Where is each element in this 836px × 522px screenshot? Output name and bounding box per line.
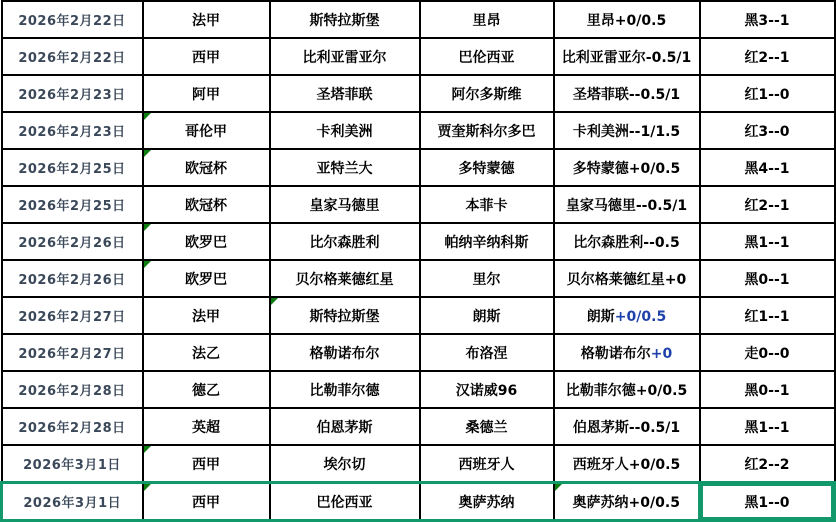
cell-date[interactable] [2,149,143,186]
cell-home-team[interactable] [270,445,420,483]
cell-away-team[interactable] [420,334,554,371]
cell-handicap[interactable] [554,223,700,260]
cell-away-team[interactable] [420,75,554,112]
cell-text: 2026年2月28日 [18,421,126,436]
cell-away-team[interactable] [420,112,554,149]
cell-away-team[interactable] [420,1,554,38]
cell-league[interactable] [143,445,270,483]
cell-text: 2026年2月22日 [18,51,126,66]
cell-text: 埃尔切 [323,456,366,473]
cell-text: 布洛涅 [465,345,508,362]
cell-result[interactable] [700,408,835,445]
cell-text: 2026年2月22日 [18,14,126,29]
cell-text: 奥萨苏纳 [458,494,515,511]
cell-text: 法甲 [192,12,220,29]
cell-away-team[interactable] [420,186,554,223]
cell-league[interactable] [143,297,270,334]
cell-text: 格勒诺布尔 [580,345,651,362]
cell-result[interactable] [700,334,835,371]
cell-away-team[interactable] [420,38,554,75]
cell-handicap[interactable] [554,75,700,112]
cell-home-team[interactable] [270,297,420,334]
cell-handicap[interactable] [554,260,700,297]
cell-date[interactable] [2,408,143,445]
error-flag-triangle [144,446,151,453]
cell-handicap[interactable] [554,38,700,75]
table-row [2,297,835,334]
cell-text: 比尔森胜利--0.5 [573,234,680,251]
cell-text: 卡利美洲 [316,123,373,140]
cell-text: 奥萨苏纳+0/0.5 [572,494,680,511]
cell-text: 欧冠杯 [185,160,227,177]
table-row [2,334,835,371]
cell-league[interactable] [143,483,270,521]
cell-text: 格勒诺布尔 [309,345,380,362]
cell-date[interactable] [2,260,143,297]
cell-text: 2026年3月1日 [23,496,122,511]
cell-home-team[interactable] [270,371,420,408]
cell-text: 多特蒙德 [458,160,515,177]
cell-home-team[interactable] [270,38,420,75]
cell-text: 红1--1 [744,308,790,325]
cell-text: 西甲 [192,456,220,473]
cell-text: 皇家马德里--0.5/1 [565,197,688,214]
cell-league[interactable] [143,112,270,149]
cell-league[interactable] [143,260,270,297]
cell-handicap[interactable] [554,371,700,408]
cell-text: 欧冠杯 [185,197,227,214]
table-row-selected [2,483,835,521]
cell-date[interactable] [2,334,143,371]
cell-text: 桑德兰 [465,419,508,436]
cell-league[interactable] [143,38,270,75]
cell-text: 比利亚雷亚尔 [302,49,387,66]
cell-text: 贾奎斯科尔多巴 [437,123,536,140]
cell-home-team[interactable] [270,1,420,38]
cell-text: 黑1--1 [744,419,790,436]
cell-text: 2026年2月23日 [18,88,126,103]
cell-text: 红1--0 [744,86,790,103]
error-flag-triangle [144,261,151,268]
cell-away-team[interactable] [420,408,554,445]
cell-handicap[interactable] [554,186,700,223]
cell-text: 2026年2月25日 [18,199,126,214]
cell-text: 2026年2月27日 [18,347,126,362]
cell-home-team[interactable] [270,186,420,223]
cell-text: 里昂 [472,12,501,29]
table-row [2,445,835,483]
cell-text-blue: +0 [650,345,673,362]
cell-text: 比勒菲尔德 [309,382,380,399]
cell-result[interactable] [700,445,835,483]
cell-result[interactable] [700,112,835,149]
cell-text: 红2--2 [744,456,790,473]
cell-date[interactable] [2,483,143,521]
cell-result[interactable] [700,38,835,75]
cell-text: 伯恩茅斯 [316,419,373,436]
cell-text: 西甲 [192,494,220,511]
cell-text: 圣塔菲联--0.5/1 [572,86,681,103]
cell-text: 朗斯 [586,308,615,325]
cell-result[interactable] [700,297,835,334]
cell-text: 圣塔菲联 [316,86,373,103]
cell-text: 德乙 [192,382,220,399]
cell-result[interactable] [700,149,835,186]
cell-text: 多特蒙德+0/0.5 [572,160,681,177]
cell-handicap[interactable] [554,334,700,371]
table-row [2,1,835,38]
cell-league[interactable] [143,408,270,445]
cell-away-team[interactable] [420,260,554,297]
cell-home-team[interactable] [270,75,420,112]
table-row [2,38,835,75]
cell-home-team[interactable] [270,334,420,371]
cell-away-team[interactable] [420,297,554,334]
cell-text: 贝尔格莱德红星 [295,271,394,288]
cell-text: 本菲卡 [465,197,508,214]
cell-text: 2026年2月23日 [18,125,126,140]
cell-text: 阿尔多斯维 [451,86,522,103]
cell-home-team[interactable] [270,149,420,186]
cell-text-blue: +0/0.5 [614,308,667,325]
table-row [2,75,835,112]
cell-text: 红2--1 [744,49,790,66]
cell-text: 卡利美洲--1/1.5 [572,123,681,140]
cell-text: 2026年3月1日 [23,458,121,473]
cell-league[interactable] [143,149,270,186]
cell-text: 黑0--1 [744,382,790,399]
error-flag-triangle [144,224,151,231]
cell-text: 比尔森胜利 [309,234,380,251]
cell-text: 斯特拉斯堡 [309,12,380,29]
cell-date[interactable] [2,112,143,149]
cell-text: 亚特兰大 [316,160,373,177]
cell-league[interactable] [143,334,270,371]
cell-text: 黑1--1 [744,234,790,251]
cell-text: 黑1--0 [744,494,790,511]
cell-home-team[interactable] [270,483,420,521]
cell-result[interactable] [700,371,835,408]
cell-text: 西班牙人 [458,456,515,473]
error-flag-triangle [144,484,151,491]
cell-text: 2026年2月25日 [18,162,126,177]
cell-league[interactable] [143,223,270,260]
cell-handicap[interactable] [554,445,700,483]
cell-text: 比勒菲尔德+0/0.5 [565,382,688,399]
cell-text: 巴伦西亚 [316,494,373,511]
cell-date[interactable] [2,38,143,75]
cell-home-team[interactable] [270,408,420,445]
cell-date[interactable] [2,1,143,38]
cell-handicap[interactable] [554,297,700,334]
cell-away-team[interactable] [420,223,554,260]
table-row [2,371,835,408]
cell-result-active[interactable] [700,483,835,521]
cell-home-team[interactable] [270,112,420,149]
cell-text: 比利亚雷亚尔-0.5/1 [561,49,692,66]
cell-handicap[interactable] [554,112,700,149]
cell-text: 帕纳辛纳科斯 [444,234,529,251]
cell-date[interactable] [2,223,143,260]
cell-text: 黑3--1 [744,12,790,29]
cell-date[interactable] [2,445,143,483]
cell-text: 伯恩茅斯--0.5/1 [572,419,681,436]
error-flag-triangle [271,298,278,305]
cell-text: 红3--0 [744,123,790,140]
cell-text: 欧罗巴 [185,271,227,288]
cell-result[interactable] [700,223,835,260]
cell-handicap[interactable] [554,1,700,38]
table-row [2,260,835,297]
cell-text: 走0--0 [744,345,790,362]
cell-text: 西班牙人+0/0.5 [572,456,681,473]
error-flag-triangle [555,484,562,491]
cell-date[interactable] [2,186,143,223]
cell-text: 黑0--1 [744,271,790,288]
cell-text: 黑4--1 [744,160,790,177]
cell-text: 2026年2月26日 [18,273,126,288]
table-row [2,112,835,149]
cell-league[interactable] [143,1,270,38]
cell-handicap[interactable] [554,408,700,445]
cell-league[interactable] [143,186,270,223]
cell-home-team[interactable] [270,260,420,297]
cell-result[interactable] [700,75,835,112]
cell-text: 巴伦西亚 [458,49,515,66]
cell-text: 西甲 [192,49,220,66]
cell-text: 法甲 [192,308,220,325]
table-row [2,149,835,186]
cell-text: 欧罗巴 [185,234,227,251]
cell-away-team[interactable] [420,483,554,521]
cell-date[interactable] [2,75,143,112]
cell-text: 2026年2月27日 [18,310,126,325]
cell-result[interactable] [700,260,835,297]
cell-result[interactable] [700,1,835,38]
table-row [2,186,835,223]
cell-home-team[interactable] [270,223,420,260]
cell-text: 2026年2月26日 [18,236,126,251]
cell-away-team[interactable] [420,149,554,186]
cell-text: 2026年2月28日 [18,384,126,399]
cell-text: 朗斯 [472,308,501,325]
error-flag-triangle [144,150,151,157]
cell-text: 里尔 [472,271,501,288]
cell-text: 阿甲 [192,86,220,103]
cell-text: 贝尔格莱德红星+0 [566,271,687,288]
cell-text: 英超 [192,419,220,436]
cell-text: 斯特拉斯堡 [309,308,380,325]
cell-date[interactable] [2,371,143,408]
cell-text: 哥伦甲 [185,123,227,140]
cell-date[interactable] [2,297,143,334]
cell-text: 法乙 [192,345,220,362]
cell-league[interactable] [143,371,270,408]
cell-handicap[interactable] [554,149,700,186]
error-flag-triangle [144,113,151,120]
table-row [2,408,835,445]
cell-text: 汉诺威96 [455,382,518,399]
cell-text: 皇家马德里 [309,197,380,214]
cell-result[interactable] [700,186,835,223]
cell-away-team[interactable] [420,371,554,408]
cell-handicap[interactable] [554,483,700,521]
table-row [2,223,835,260]
cell-away-team[interactable] [420,445,554,483]
cell-text: 里昂+0/0.5 [586,12,667,29]
cell-league[interactable] [143,75,270,112]
cell-text: 红2--1 [744,197,790,214]
